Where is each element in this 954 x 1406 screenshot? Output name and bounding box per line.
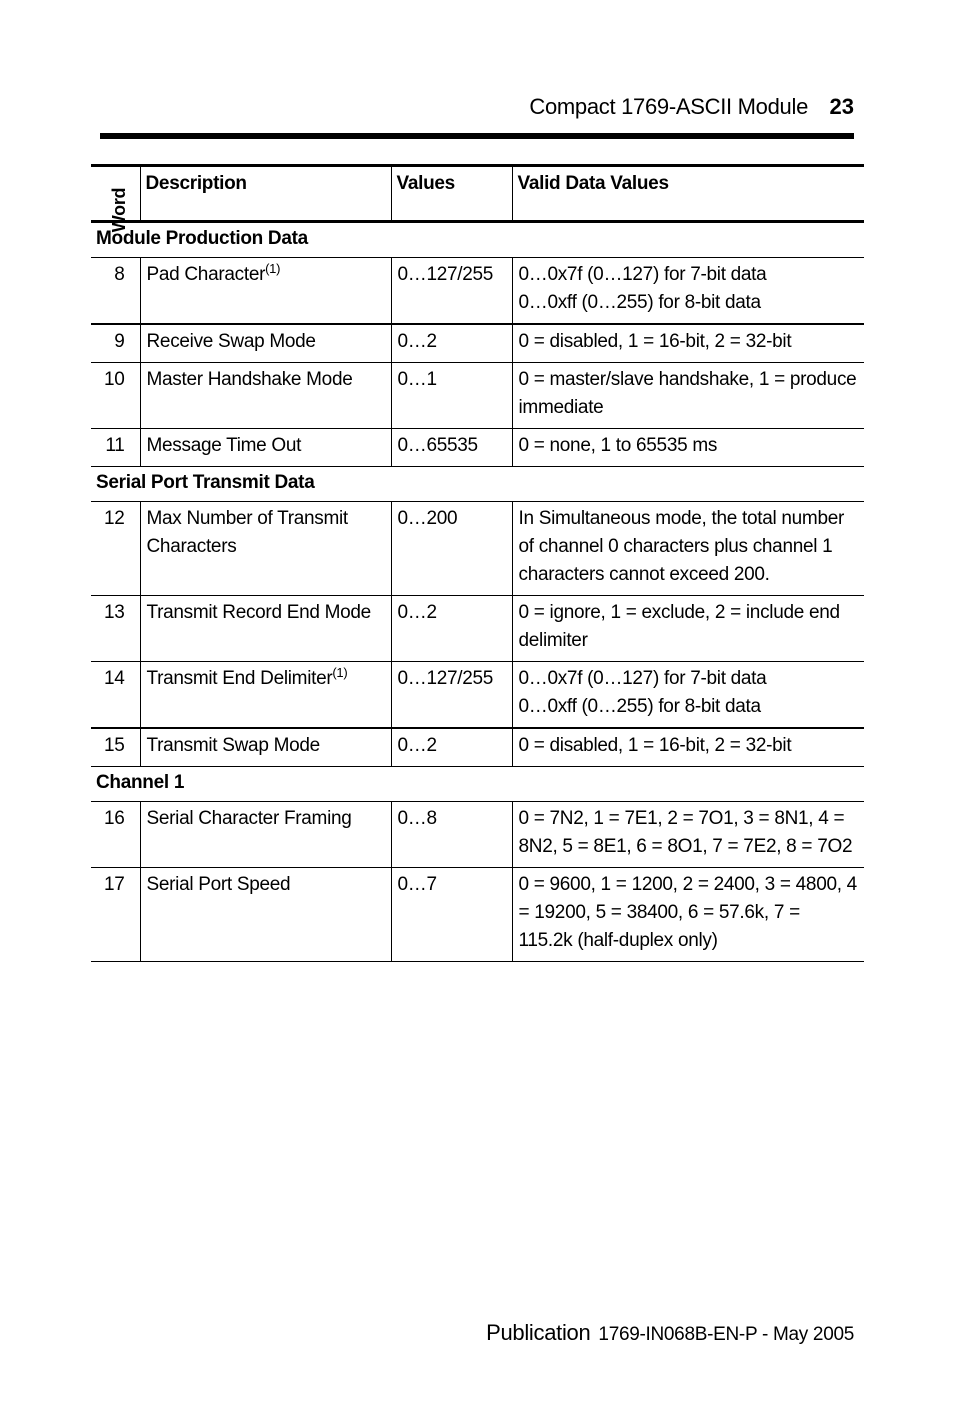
valid-data-line: 0…0x7f (0…127) for 7-bit data <box>518 668 767 689</box>
footnote-marker: (1) <box>332 665 348 680</box>
description-text: Max Number of Transmit Characters <box>146 508 348 557</box>
table-body <box>91 222 864 962</box>
values-cell: 0…8 <box>391 802 512 868</box>
description-text: Master Handshake Mode <box>146 369 353 390</box>
valid-data-values-cell <box>512 502 864 596</box>
table-row <box>91 596 864 662</box>
table-row <box>91 502 864 596</box>
description-cell <box>140 868 391 962</box>
valid-data-values-cell <box>512 802 864 868</box>
valid-data-line: 0 = 9600, 1 = 1200, 2 = 2400, 3 = 4800, 4 = 19200, 5 = 38400, 6 = 57.6k, 7 = 115.2k (half-duplex only) <box>518 874 857 951</box>
parameter-table <box>91 164 864 962</box>
description-cell <box>140 324 391 363</box>
table-row <box>91 324 864 363</box>
description-text: Transmit Record End Mode <box>146 602 371 623</box>
valid-data-line: 0 = 7N2, 1 = 7E1, 2 = 7O1, 3 = 8N1, 4 = 8N2, 5 = 8E1, 6 = 8O1, 7 = 7E2, 8 = 7O2 <box>518 808 853 857</box>
valid-data-line: In Simultaneous mode, the total number of channel 0 characters plus channel 1 characters cannot exceed 200. <box>518 508 845 585</box>
description-text: Transmit Swap Mode <box>146 735 320 756</box>
section-title: Channel 1 <box>91 767 864 802</box>
section-title: Serial Port Transmit Data <box>91 467 864 502</box>
word-cell: 10 <box>91 363 140 429</box>
values-cell: 0…127/255 <box>391 662 512 729</box>
values-cell: 0…127/255 <box>391 258 512 325</box>
word-cell: 16 <box>91 802 140 868</box>
word-cell: 11 <box>91 429 140 467</box>
table-row <box>91 429 864 467</box>
valid-data-line: 0 = none, 1 to 65535 ms <box>518 435 718 456</box>
word-cell: 8 <box>91 258 140 325</box>
description-cell <box>140 363 391 429</box>
valid-data-values-cell <box>512 363 864 429</box>
section-row <box>91 467 864 502</box>
column-header-values: Values <box>391 166 512 222</box>
valid-data-values-cell <box>512 662 864 729</box>
page-number: 23 <box>829 94 854 119</box>
values-cell: 0…65535 <box>391 429 512 467</box>
description-text: Pad Character <box>146 264 266 285</box>
valid-data-line: 0 = disabled, 1 = 16-bit, 2 = 32-bit <box>518 331 792 352</box>
word-cell: 14 <box>91 662 140 729</box>
values-cell: 0…7 <box>391 868 512 962</box>
valid-data-values-cell <box>512 324 864 363</box>
values-cell: 0…2 <box>391 596 512 662</box>
valid-data-values-cell <box>512 258 864 325</box>
valid-data-values-cell <box>512 728 864 767</box>
column-header-description: Description <box>140 166 391 222</box>
description-text: Message Time Out <box>146 435 302 456</box>
word-cell: 13 <box>91 596 140 662</box>
word-cell: 15 <box>91 728 140 767</box>
values-cell: 0…2 <box>391 324 512 363</box>
values-cell: 0…200 <box>391 502 512 596</box>
description-text: Transmit End Delimiter <box>146 668 333 689</box>
valid-data-line: 0 = ignore, 1 = exclude, 2 = include end delimiter <box>518 602 840 651</box>
description-cell <box>140 596 391 662</box>
valid-data-values-cell <box>512 868 864 962</box>
section-title: Module Production Data <box>91 222 864 258</box>
description-text: Serial Port Speed <box>146 874 291 895</box>
word-cell: 12 <box>91 502 140 596</box>
table-row <box>91 662 864 729</box>
values-cell: 0…1 <box>391 363 512 429</box>
column-header-valid-data-values: Valid Data Values <box>512 166 864 222</box>
description-cell <box>140 429 391 467</box>
valid-data-values-cell <box>512 596 864 662</box>
valid-data-line: 0 = master/slave handshake, 1 = produce immediate <box>518 369 857 418</box>
publication-label: Publication <box>486 1320 591 1345</box>
section-row <box>91 222 864 258</box>
valid-data-line: 0 = disabled, 1 = 16-bit, 2 = 32-bit <box>518 735 792 756</box>
word-cell: 17 <box>91 868 140 962</box>
description-cell <box>140 502 391 596</box>
table-row <box>91 868 864 962</box>
description-cell <box>140 258 391 325</box>
word-cell: 9 <box>91 324 140 363</box>
header-rule <box>100 133 854 139</box>
column-header-word: Word <box>91 166 140 222</box>
table-row <box>91 728 864 767</box>
description-cell <box>140 662 391 729</box>
table-row <box>91 363 864 429</box>
values-cell: 0…2 <box>391 728 512 767</box>
valid-data-values-cell <box>512 429 864 467</box>
description-cell <box>140 802 391 868</box>
page-footer <box>486 1320 854 1346</box>
footnote-marker: (1) <box>265 261 281 276</box>
table-row <box>91 258 864 325</box>
valid-data-line: 0…0xff (0…255) for 8-bit data <box>518 292 761 313</box>
publication-code: 1769-IN068B-EN-P - May 2005 <box>598 1324 854 1345</box>
description-cell <box>140 728 391 767</box>
table-row <box>91 802 864 868</box>
description-text: Serial Character Framing <box>146 808 352 829</box>
valid-data-line: 0…0xff (0…255) for 8-bit data <box>518 696 761 717</box>
description-text: Receive Swap Mode <box>146 331 316 352</box>
header-title: Compact 1769-ASCII Module <box>529 94 808 119</box>
section-row <box>91 767 864 802</box>
table-header-row <box>91 166 864 222</box>
valid-data-line: 0…0x7f (0…127) for 7-bit data <box>518 264 767 285</box>
